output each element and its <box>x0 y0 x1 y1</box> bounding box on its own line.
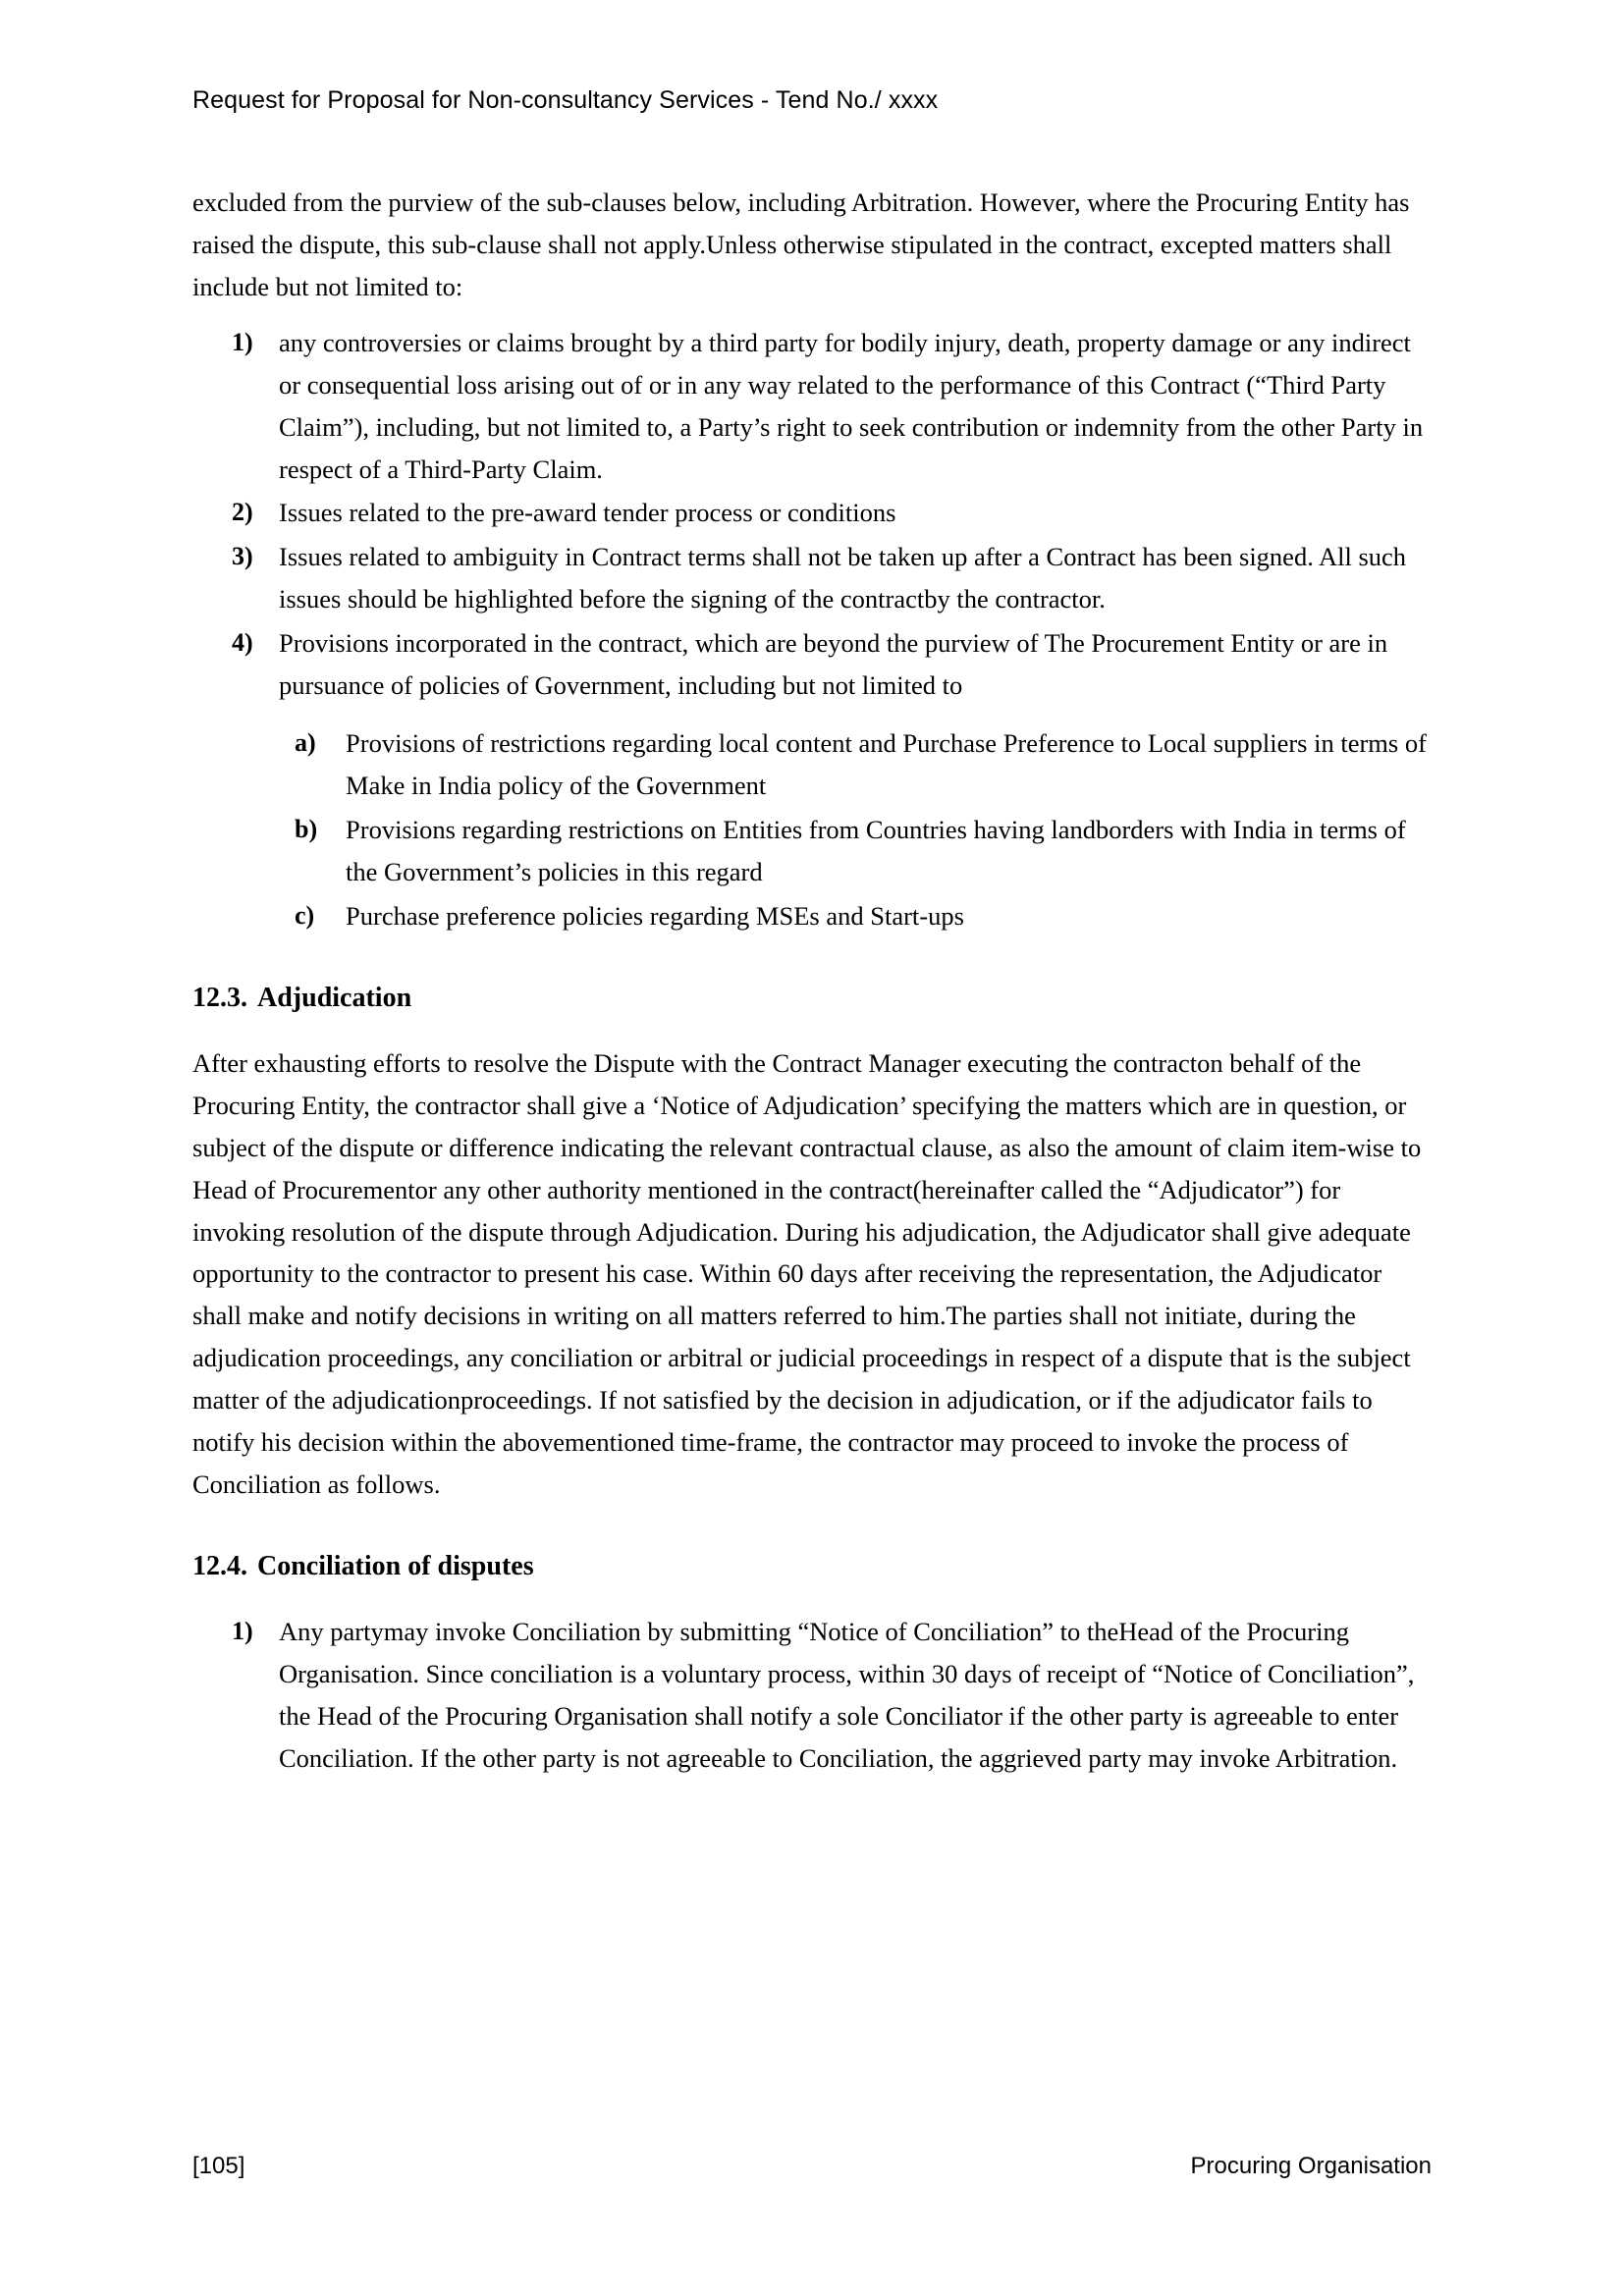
list-marker: 4) <box>232 628 253 658</box>
section-heading-12-4 <box>192 1547 1432 1585</box>
list-item-text: Issues related to ambiguity in Contract terms shall not be taken up after a Contract has been signed. All such issues should be highlighted before the signing of the contractby the contractor. <box>279 542 1407 614</box>
list-item-text: Issues related to the pre-award tender process or conditions <box>279 498 896 528</box>
list-marker: 1) <box>232 1617 253 1646</box>
section-title: Conciliation of disputes <box>257 1551 534 1581</box>
list-item-text: Provisions regarding restrictions on Entities from Countries having landborders with India in terms of the Government’s policies in this regard <box>346 814 1406 886</box>
list-item <box>192 322 1432 491</box>
list-item-text: any controversies or claims brought by a third party for bodily injury, death, property damage or any indirect or consequential loss arising out of or in any way related to the performance of this Contract (“Third Party Claim”), including, but not limited to, a Party’s right to seek contribution or indemnity from the other Party in respect of a Third-Party Claim. <box>279 327 1424 484</box>
page-content <box>192 86 1432 1782</box>
section-heading-12-3 <box>192 979 1432 1017</box>
document-header: Request for Proposal for Non-consultancy Services - Tend No./ xxxx <box>192 86 939 114</box>
list-marker: 2) <box>232 498 253 527</box>
list-item <box>279 895 1432 937</box>
conciliation-list <box>192 1611 1432 1780</box>
intro-paragraph: excluded from the purview of the sub-clauses below, including Arbitration. However, where the Procuring Entity has raised the dispute, this sub-clause shall not apply.Unless otherwise stipulated in the contract, excepted matters shall include but not limited to: <box>192 187 1410 301</box>
list-item-text: Purchase preference policies regarding MSEs and Start-ups <box>346 900 964 931</box>
section-title: Adjudication <box>257 982 412 1013</box>
list-item <box>192 492 1432 534</box>
excepted-matters-list <box>192 322 1432 937</box>
page-number: [105] <box>192 2153 245 2179</box>
list-item <box>279 722 1432 807</box>
list-item-text: Provisions of restrictions regarding local content and Purchase Preference to Local suppliers in terms of Make in India policy of the Government <box>346 728 1427 800</box>
list-marker: 3) <box>232 542 253 571</box>
list-item <box>279 809 1432 893</box>
list-marker: a) <box>295 728 316 758</box>
section-number: 12.3. <box>192 982 247 1013</box>
list-item-text: Any partymay invoke Conciliation by submitting “Notice of Conciliation” to theHead of the Procuring Organisation. Since conciliation is a voluntary process, within 30 days of receipt of “Notice of Conciliation”, the Head of the Procuring Organisation shall notify a sole Conciliator if the other party is agreeable to enter Conciliation. If the other party is not agreeable to Conciliation, the aggrieved party may invoke Arbitration. <box>279 1617 1415 1773</box>
footer-organisation: Procuring Organisation <box>1190 2153 1432 2179</box>
list-item <box>192 622 1432 936</box>
list-item-text: Provisions incorporated in the contract, which are beyond the purview of The Procurement Entity or are in pursuance of policies of Government, including but not limited to <box>279 628 1388 701</box>
section-12-3-paragraph: After exhausting efforts to resolve the Dispute with the Contract Manager executing the contracton behalf of the Procuring Entity, the contractor shall give a ‘Notice of Adjudication’ specifying the matters which are in question, or subject of the dispute or difference indicating the relevant contractual clause, as also the amount of claim item-wise to Head of Procurementor any other authority mentioned in the contract(hereinafter called the “Adjudicator”) for invoking resolution of the dispute through Adjudication. During his adjudication, the Adjudicator shall give adequate opportunity to the contractor to present his case. Within 60 days after receiving the representation, the Adjudicator shall make and notify decisions in writing on all matters referred to him.The parties shall not initiate, during the adjudication proceedings, any conciliation or arbitral or judicial proceedings in respect of a dispute that is the subject matter of the adjudicationproceedings. If not satisfied by the decision in adjudication, or if the adjudicator fails to notify his decision within the abovementioned time-frame, the contractor may proceed to invoke the process of Conciliation as follows. <box>192 1047 1422 1500</box>
section-number: 12.4. <box>192 1551 247 1581</box>
excepted-matters-sublist <box>279 722 1432 937</box>
document-footer <box>192 2153 1432 2180</box>
list-marker: b) <box>295 814 318 843</box>
list-marker: c) <box>295 900 315 930</box>
list-item <box>192 1611 1432 1780</box>
list-item <box>192 536 1432 620</box>
list-marker: 1) <box>232 327 253 356</box>
